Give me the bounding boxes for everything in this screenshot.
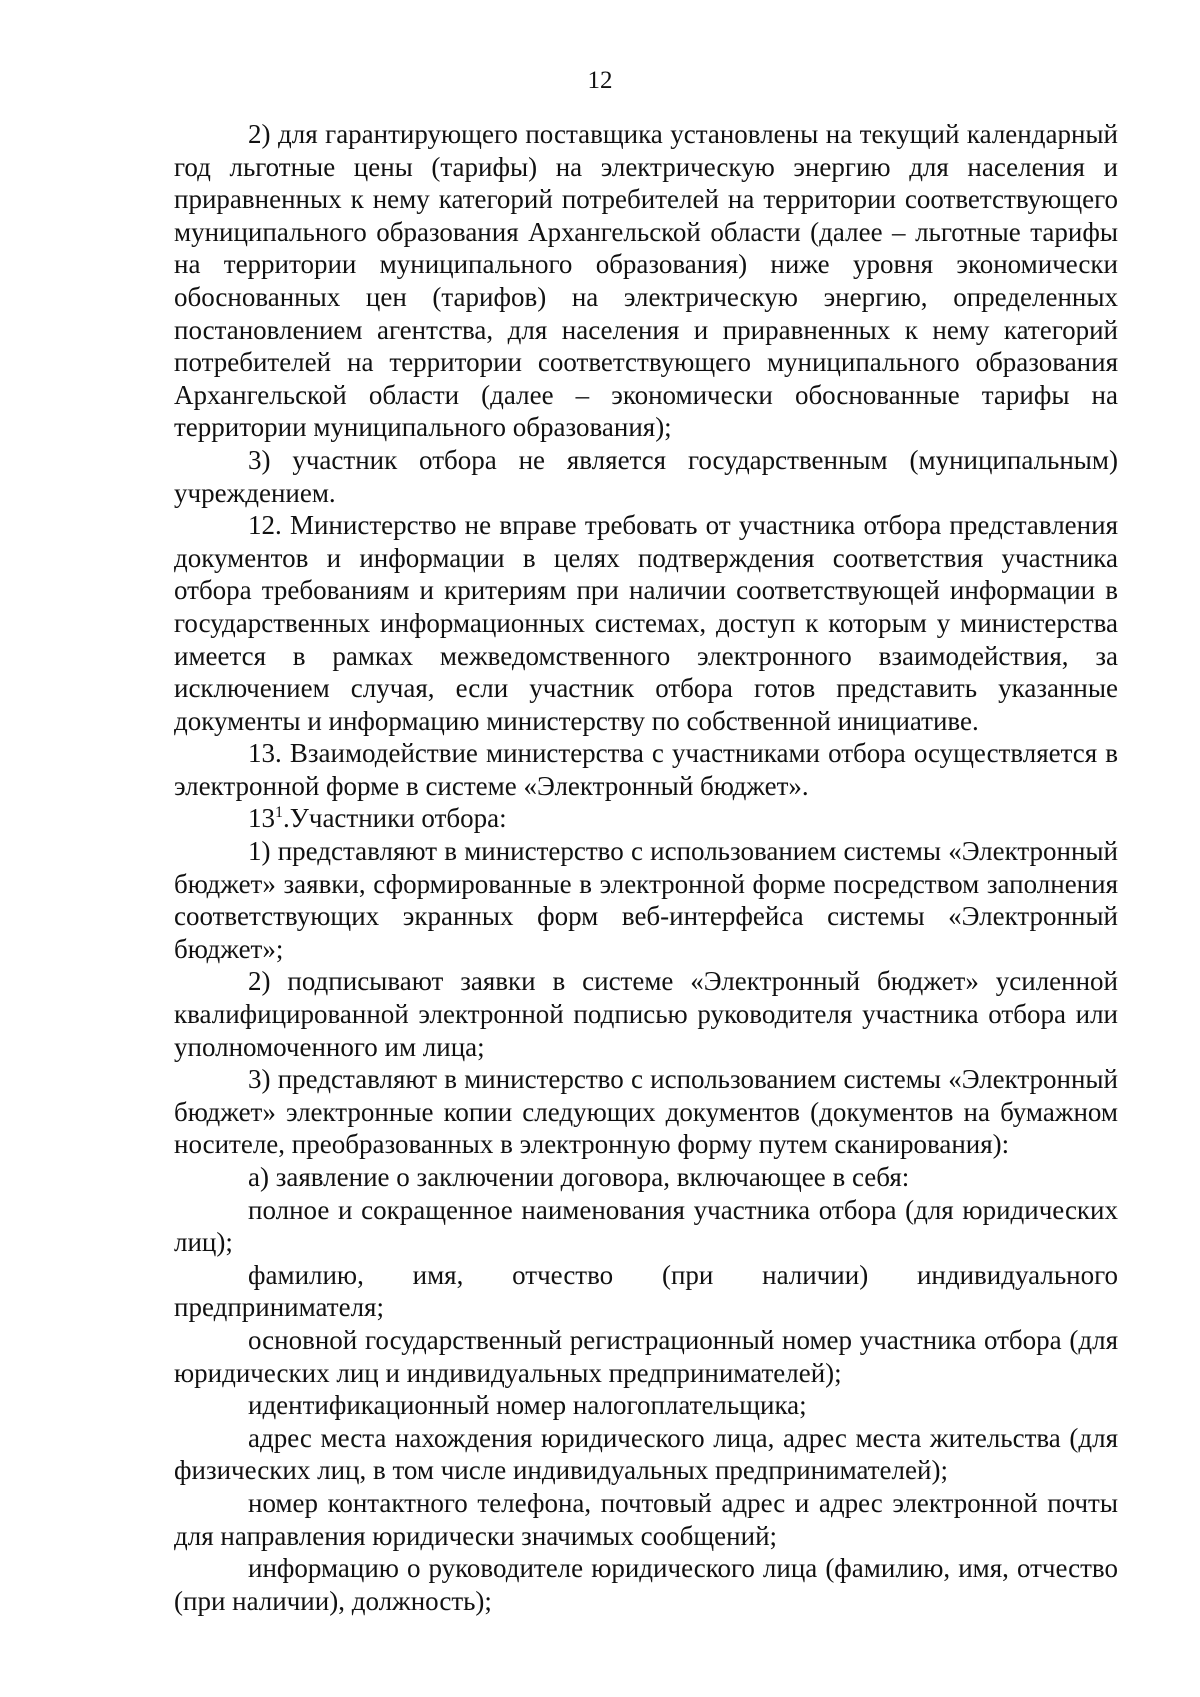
paragraph-director-info: информацию о руководителе юридического лица (фамилию, имя, отчество (при наличии), должность); [174,1553,1118,1616]
page-number: 12 [587,67,613,94]
paragraph-tax-id: идентификационный номер налогоплательщика; [248,1390,807,1421]
clause-heading-text: .Участники отбора: [283,803,507,834]
paragraph-contacts: номер контактного телефона, почтовый адрес и адрес электронной почты для направления юридически значимых сообщений; [174,1487,1118,1551]
paragraph-subitem-a: а) заявление о заключении договора, включающее в себя: [248,1162,910,1192]
paragraph-item-1-submit: 1) представляют в министерство с использованием системы «Электронный бюджет» заявки, сформированные в электронной форме посредством заполнения соответствующих экранных форм веб-интерфейса системы «Электронный бюджет»; [174,836,1118,964]
paragraph-clause-12: 12. Министерство не вправе требовать от участника отбора представления документов и информации в целях подтверждения соответствия участника отбора требованиям и критериям при наличии соответствующей информации в государственных информационных системах, доступ к которым у министерства имеется в рамках межведомственного электронного взаимодействия, за исключением случая, если участник отбора готов представить указанные документы и информацию министерству по собственной инициативе. [174,510,1118,736]
paragraph-entrepreneur-name: фамилию, имя, отчество (при наличии) индивидуального предпринимателя; [174,1259,1118,1323]
document-body [174,118,1118,1617]
clause-number: 13 [248,803,275,834]
clause-superscript: 1 [275,804,283,822]
paragraph-address: адрес места нахождения юридического лица, адрес места жительства (для физических лиц, в том числе индивидуальных предпринимателей); [174,1422,1118,1486]
paragraph-clause-13-1-heading [174,802,1118,835]
paragraph-item-2-sign: 2) подписывают заявки в системе «Электронный бюджет» усиленной квалифицированной электронной подписью руководителя участника отбора или уполномоченного им лица; [174,966,1118,1062]
paragraph-registration-number: основной государственный регистрационный номер участника отбора (для юридических лиц и индивидуальных предпринимателей); [174,1324,1118,1388]
paragraph-item-3-copies: 3) представляют в министерство с использованием системы «Электронный бюджет» электронные копии следующих документов (документов на бумажном носителе, преобразованных в электронную форму путем сканирования): [174,1064,1118,1160]
paragraph-item-2-conditions: 2) для гарантирующего поставщика установлены на текущий календарный год льготные цены (тарифы) на электрическую энергию для населения и приравненных к нему категорий потребителей на территории соответствующего муниципального образования Архангельской области (далее – льготные тарифы на территории муниципального образования) ниже уровня экономически обоснованных цен (тарифов) на электрическую энергию, определенных постановлением агентства, для населения и приравненных к нему категорий потребителей на территории соответствующего муниципального образования Архангельской области (далее – экономически обоснованные тарифы на территории муниципального образования); [174,119,1118,443]
paragraph-full-name: полное и сокращенное наименования участника отбора (для юридических лиц); [174,1194,1118,1258]
paragraph-item-3-conditions: 3) участник отбора не является государственным (муниципальным) учреждением. [174,444,1118,508]
paragraph-clause-13: 13. Взаимодействие министерства с участниками отбора осуществляется в электронной форме в системе «Электронный бюджет». [174,738,1118,801]
